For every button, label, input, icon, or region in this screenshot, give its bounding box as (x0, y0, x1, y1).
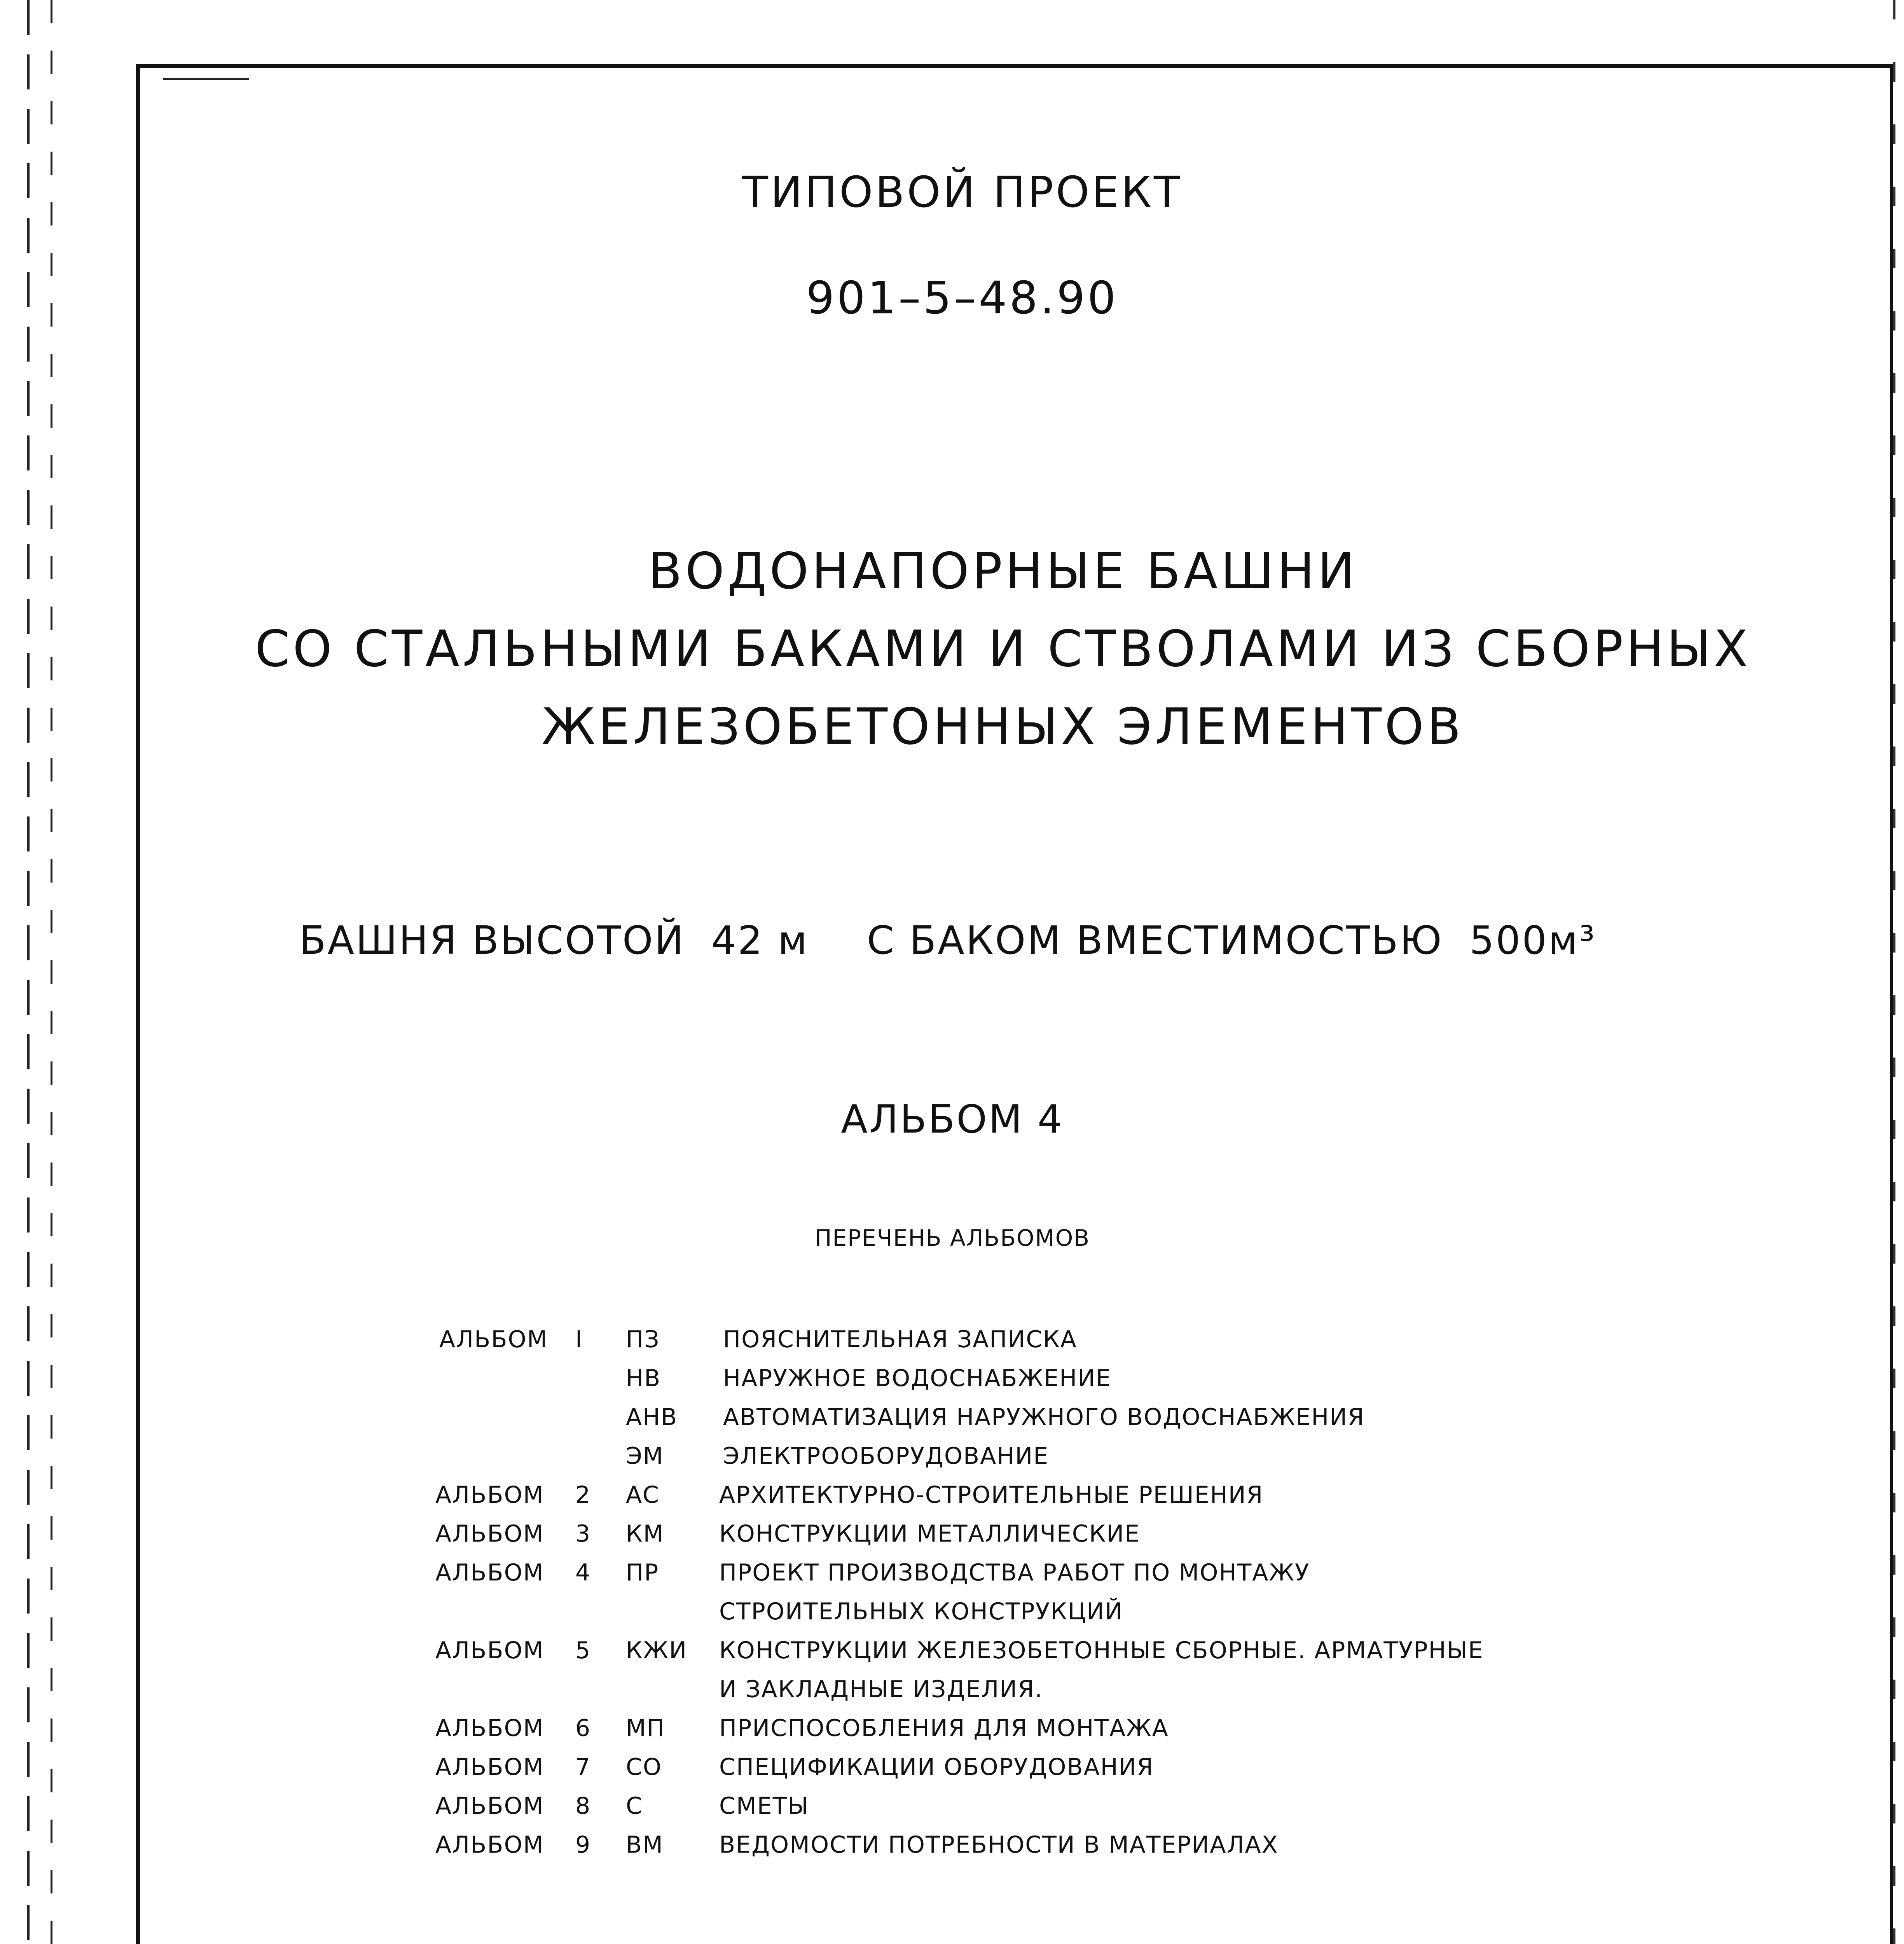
album-num: 3 (575, 1520, 591, 1547)
album-desc: АРХИТЕКТУРНО-СТРОИТЕЛЬНЫЕ РЕШЕНИЯ (719, 1481, 1264, 1509)
list-item (0, 1792, 1904, 1831)
album-code: АНВ (626, 1404, 678, 1431)
list-item (0, 1559, 1904, 1598)
album-desc: ПРОЕКТ ПРОИЗВОДСТВА РАБОТ ПО МОНТАЖУ (719, 1559, 1310, 1586)
list-item (0, 1637, 1904, 1676)
tank-volume-value: 500м³ (1469, 918, 1597, 963)
tower-height-value: 42 м (711, 918, 809, 963)
list-item (0, 1404, 1904, 1442)
album-num: 7 (575, 1753, 591, 1781)
album-number: АЛЬБОМ 4 (841, 1096, 1064, 1142)
album-desc: НАРУЖНОЕ ВОДОСНАБЖЕНИЕ (723, 1365, 1112, 1392)
album-code: НВ (626, 1365, 661, 1392)
album-code: КМ (626, 1520, 664, 1547)
list-item (0, 1715, 1904, 1753)
album-label: АЛЬБОМ (435, 1637, 544, 1664)
album-num: 4 (575, 1559, 591, 1586)
list-item (0, 1831, 1904, 1870)
album-num: 6 (575, 1715, 591, 1742)
album-label: АЛЬБОМ (439, 1326, 548, 1353)
album-num: I (575, 1326, 583, 1353)
project-title-line-3: ЖЕЛЕЗОБЕТОННЫХ ЭЛЕМЕНТОВ (542, 698, 1464, 756)
project-title-line-1: ВОДОНАПОРНЫЕ БАШНИ (648, 542, 1358, 600)
album-desc: ПОЯСНИТЕЛЬНАЯ ЗАПИСКА (723, 1326, 1077, 1353)
list-item (0, 1326, 1904, 1365)
document-type-title: ТИПОВОЙ ПРОЕКТ (742, 167, 1183, 217)
list-item (0, 1481, 1904, 1520)
album-code: С (626, 1792, 643, 1820)
album-label: АЛЬБОМ (435, 1792, 544, 1820)
album-label: АЛЬБОМ (435, 1831, 544, 1858)
album-num: 8 (575, 1792, 591, 1820)
album-desc: ПРИСПОСОБЛЕНИЯ ДЛЯ МОНТАЖА (719, 1715, 1169, 1742)
album-desc: СТРОИТЕЛЬНЫХ КОНСТРУКЦИЙ (719, 1598, 1123, 1625)
album-code: МП (626, 1715, 665, 1742)
album-code: СО (626, 1753, 662, 1781)
album-label: АЛЬБОМ (435, 1481, 544, 1509)
album-num: 2 (575, 1481, 591, 1509)
album-code: ЭМ (626, 1442, 664, 1470)
tank-volume-label: С БАКОМ ВМЕСТИМОСТЬЮ (867, 918, 1443, 963)
album-code: ПР (626, 1559, 659, 1586)
list-item (0, 1676, 1904, 1715)
list-item (0, 1520, 1904, 1559)
tower-height-label: БАШНЯ ВЫСОТОЙ (299, 918, 685, 963)
album-num: 9 (575, 1831, 591, 1858)
album-desc: СПЕЦИФИКАЦИИ ОБОРУДОВАНИЯ (719, 1753, 1154, 1781)
album-desc: СМЕТЫ (719, 1792, 809, 1820)
album-label: АЛЬБОМ (435, 1715, 544, 1742)
list-item (0, 1753, 1904, 1792)
album-desc: И ЗАКЛАДНЫЕ ИЗДЕЛИЯ. (719, 1676, 1043, 1703)
album-label: АЛЬБОМ (435, 1520, 544, 1547)
albums-list-heading: ПЕРЕЧЕНЬ АЛЬБОМОВ (814, 1225, 1090, 1251)
project-title-line-2: СО СТАЛЬНЫМИ БАКАМИ И СТВОЛАМИ ИЗ СБОРНЫХ (255, 620, 1751, 678)
album-code: АС (626, 1481, 660, 1509)
album-code: ВМ (626, 1831, 664, 1858)
list-item (0, 1598, 1904, 1637)
album-code: ПЗ (626, 1326, 660, 1353)
album-code: КЖИ (626, 1637, 688, 1664)
album-desc: КОНСТРУКЦИИ МЕТАЛЛИЧЕСКИЕ (719, 1520, 1141, 1547)
album-desc: ЭЛЕКТРООБОРУДОВАНИЕ (723, 1442, 1049, 1470)
list-item (0, 1365, 1904, 1404)
project-code: 901–5–48.90 (806, 272, 1118, 324)
album-desc: ВЕДОМОСТИ ПОТРЕБНОСТИ В МАТЕРИАЛАХ (719, 1831, 1279, 1858)
album-desc: АВТОМАТИЗАЦИЯ НАРУЖНОГО ВОДОСНАБЖЕНИЯ (723, 1404, 1365, 1431)
list-item (0, 1442, 1904, 1481)
album-num: 5 (575, 1637, 591, 1664)
album-desc: КОНСТРУКЦИИ ЖЕЛЕЗОБЕТОННЫЕ СБОРНЫЕ. АРМАТУРНЫЕ (719, 1637, 1484, 1664)
album-label: АЛЬБОМ (435, 1753, 544, 1781)
album-label: АЛЬБОМ (435, 1559, 544, 1586)
albums-list (0, 1326, 1904, 1870)
